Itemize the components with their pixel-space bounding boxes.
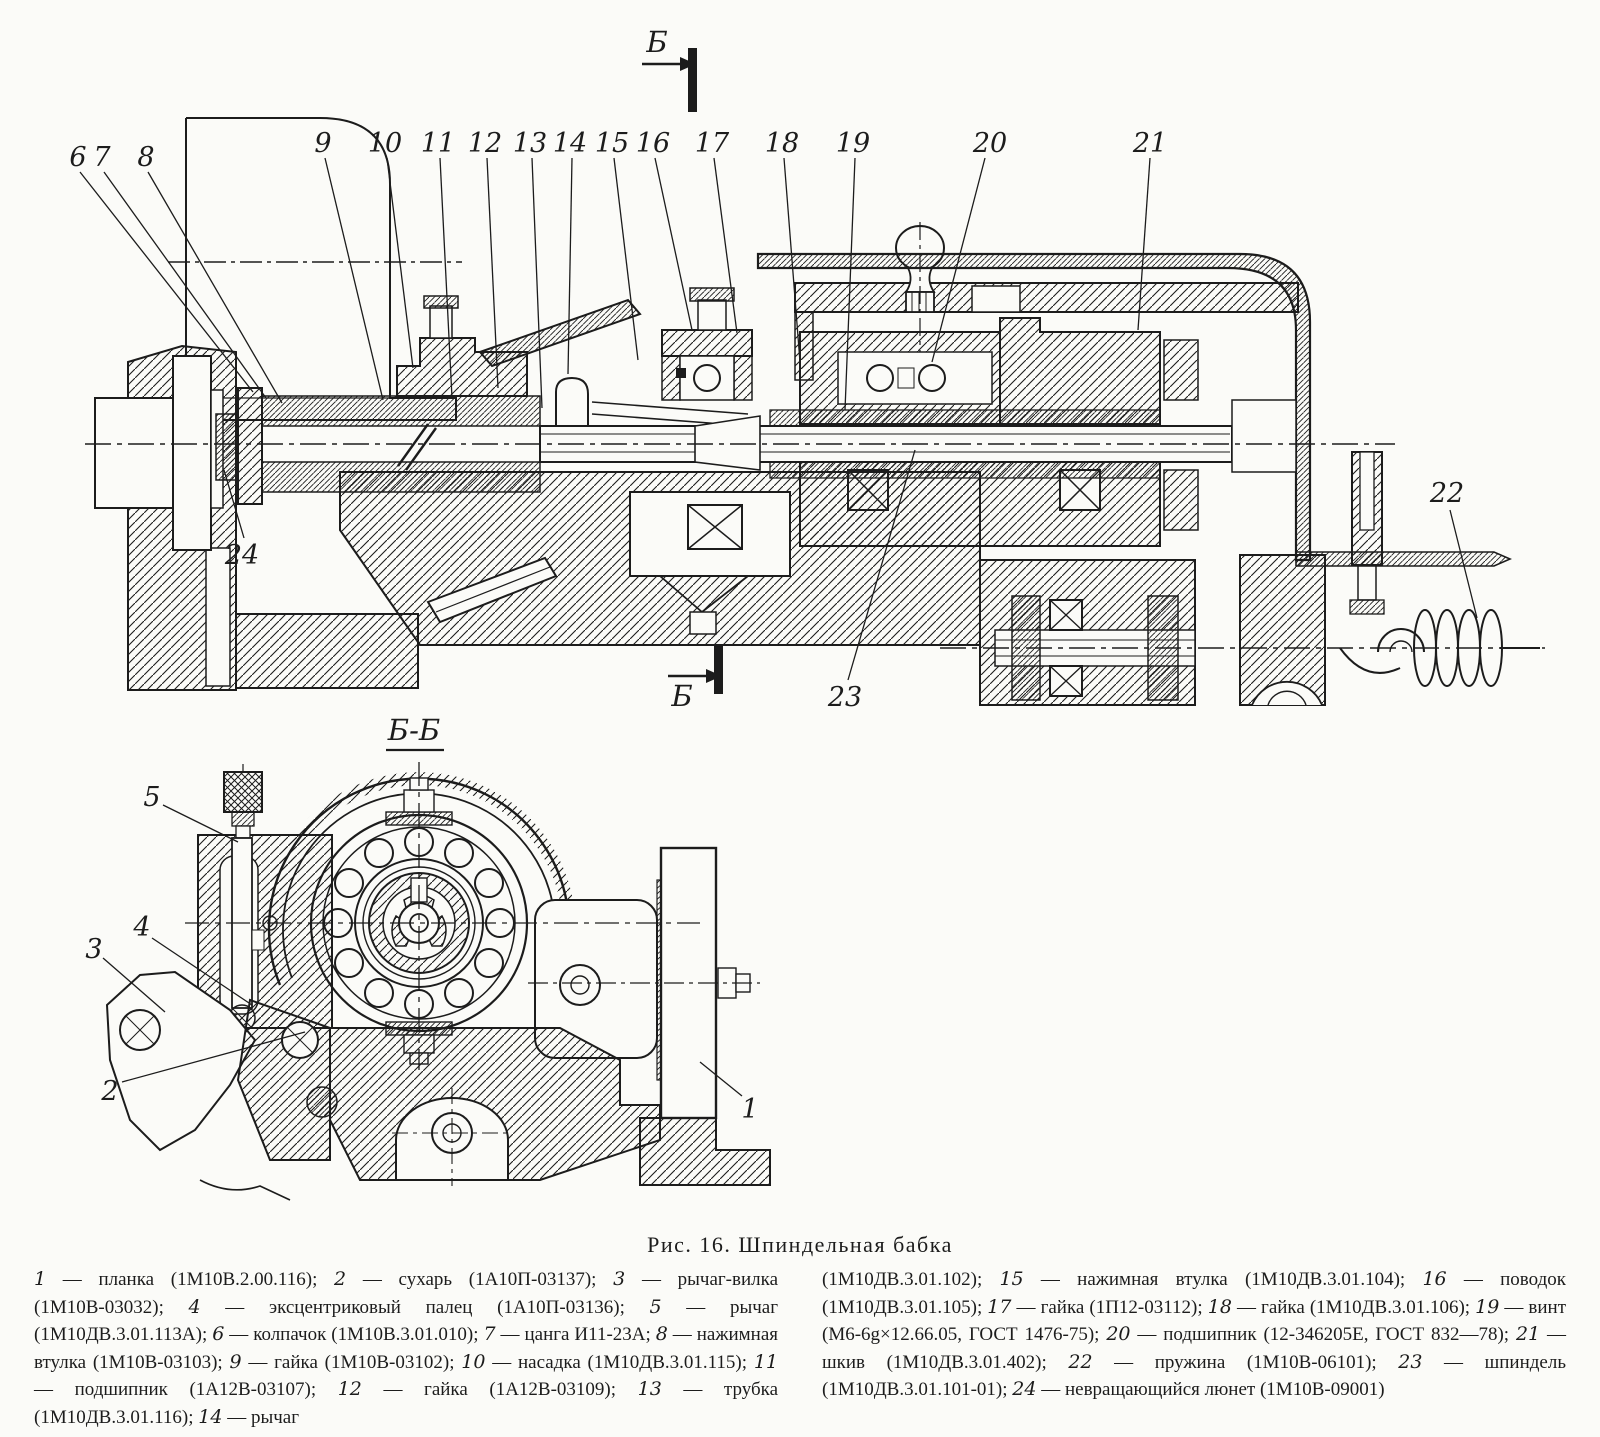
legend-item: 10 — насадка (1М10ДВ.3.01.115) (461, 1350, 742, 1373)
legend-item: 13 — трубка (1М10ДВ.3.01.116) (34, 1378, 779, 1428)
section-marker-bottom (668, 644, 723, 713)
callout-12: 12 (467, 128, 503, 159)
legend-item: 1 — планка (1М10В.2.00.116) (34, 1268, 313, 1290)
legend-item: 9 — гайка (1М10В-03102) (229, 1350, 450, 1373)
callout-5: 5 (143, 782, 161, 813)
legend-item: 20 — подшипник (12-346205Е, ГОСТ 832—78) (1106, 1323, 1504, 1346)
legend-item: 12 — гайка (1А12В-03109) (337, 1378, 611, 1401)
legend-item: 22 — пружина (1М10В-06101) (1068, 1350, 1372, 1373)
legend-item: 6 — колпачок (1М10В.3.01.010) (212, 1323, 474, 1346)
callout-2: 2 (101, 1076, 119, 1107)
legend-item: 21 — шкив (1М10ДВ.3.01.402) (822, 1323, 1567, 1373)
legend-item: (1М10ДВ.3.01.102) (822, 1269, 977, 1290)
legend-item: 11 — подшипник (1А12В-03107) (34, 1350, 779, 1401)
legend-left-column: 1 — планка (1М10В.2.00.116); 2 — сухарь (1А10П-03137); 3 — рычаг-вилка (1М10В-03032); 4 — эксцентриковый палец (1А10П-03136); 5 — рычаг (1М10ДВ.3.01.113А); 6 — колпачок (1М10В.3.01.010); 7 — цанга И11-23А; 8 — нажимная втулка (1М10В-03103); 9 — гайка (1М10В-03102); 10 — насадка (1М10ДВ.3.01.115); 11 — подшипник (1А12В-03107); 12 — гайка (1А12В-03109); 13 — трубка (1М10ДВ.3.01.116); 14 — рычаг (34, 1268, 779, 1428)
section-letter-bottom: Б (671, 679, 693, 713)
legend-item: 24 — невращающийся люнет (1М10В-09001) (1012, 1378, 1385, 1401)
parts-legend (34, 1266, 1566, 1432)
legend-item: 3 — рычаг-вилка (1М10В-03032) (34, 1268, 779, 1318)
callout-14: 14 (552, 128, 588, 159)
legend-item: 19 — винт (М6-6g×12.66.05, ГОСТ 1476-75) (822, 1295, 1567, 1346)
callout-24: 24 (224, 540, 260, 571)
legend-item: 23 — шпиндель (1М10ДВ.3.01.101-01) (822, 1350, 1566, 1401)
legend-item: 15 — нажимная втулка (1М10ДВ.3.01.104) (999, 1268, 1400, 1290)
section-letter-top: Б (646, 25, 668, 59)
section-marker-top (642, 25, 697, 112)
mid-bearing-unit (662, 288, 752, 400)
callout-13: 13 (512, 128, 548, 159)
callout-21: 21 (1132, 128, 1168, 159)
callout-8: 8 (137, 142, 155, 173)
callout-6: 6 (69, 142, 87, 173)
legend-item: 7 — цанга И11-23А (483, 1323, 646, 1346)
legend-item: 14 — рычаг (198, 1405, 300, 1428)
legend-item: 8 — нажимная втулка (1М10В-03103) (34, 1323, 778, 1373)
figure-caption: Рис. 16. Шпиндельная бабка (647, 1232, 953, 1257)
callout-11: 11 (420, 128, 456, 159)
callout-16: 16 (635, 128, 671, 159)
callout-3: 3 (85, 934, 103, 965)
legend-item: 5 — рычаг (1М10ДВ.3.01.113А) (34, 1295, 778, 1346)
legend-item: 18 — гайка (1М10ДВ.3.01.106) (1207, 1295, 1465, 1318)
spring-and-belt-plate (1296, 452, 1540, 686)
lower-drive-unit (980, 555, 1325, 705)
sloped-cover (480, 300, 640, 366)
callout-23: 23 (827, 682, 863, 713)
callout-9: 9 (314, 128, 332, 159)
clamp-block-and-screw (198, 764, 332, 1031)
callout-4: 4 (133, 912, 151, 943)
legend-item: 2 — сухарь (1А10П-03137) (334, 1268, 592, 1290)
legend-item: 4 — эксцентриковый палец (1А10П-03136) (188, 1295, 620, 1318)
longitudinal-section-view (69, 25, 1545, 713)
callout-7: 7 (93, 142, 111, 173)
callout-17: 17 (694, 128, 730, 159)
callout-18: 18 (764, 128, 800, 159)
callout-1: 1 (741, 1094, 759, 1125)
callout-20: 20 (972, 128, 1008, 159)
callout-10: 10 (367, 128, 403, 159)
callout-22: 22 (1429, 478, 1465, 509)
legend-item: 16 — поводок (1М10ДВ.3.01.105) (822, 1268, 1566, 1318)
callout-15: 15 (594, 128, 630, 159)
section-b-b-view (85, 713, 770, 1200)
callout-19: 19 (835, 128, 871, 159)
legend-right-column: (1М10ДВ.3.01.102); 15 — нажимная втулка (1М10ДВ.3.01.104); 16 — поводок (1М10ДВ.3.01.105); 17 — гайка (1П12-03112); 18 — гайка (1М10ДВ.3.01.106); 19 — винт (М6-6g×12.66.05, ГОСТ 1476-75); 20 — подшипник (12-346205Е, ГОСТ 832—78); 21 — шкив (1М10ДВ.3.01.402); 22 — пружина (1М10В-06101); 23 — шпиндель (1М10ДВ.3.01.101-01); 24 — невращающийся люнет (1М10В-09001) (822, 1268, 1567, 1401)
legend-item: 17 — гайка (1П12-03112) (987, 1295, 1198, 1318)
section-view-title: Б-Б (387, 713, 441, 747)
